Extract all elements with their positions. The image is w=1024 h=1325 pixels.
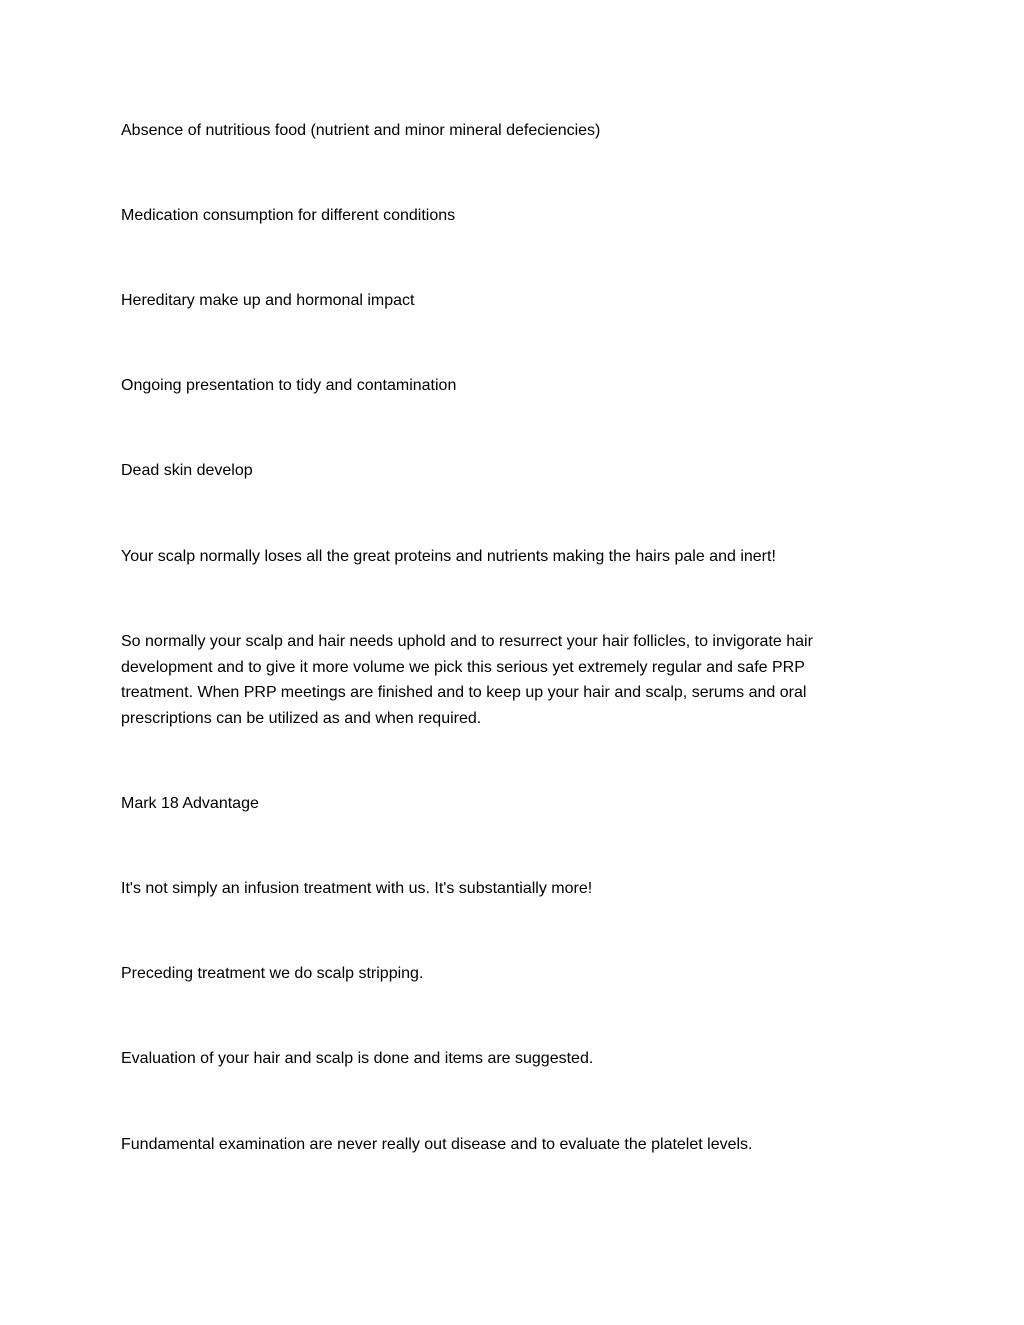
paragraph-dead-skin: Dead skin develop — [121, 462, 253, 479]
paragraph-prp-treatment: So normally your scalp and hair needs uphold and to resurrect your hair follicles, to invigorate hair development and to give it more volume we pick this serious yet extremely regular and safe PRP treatment. When PRP meetings are finished and to keep up your hair and scalp, serums and oral prescriptions can be utilized as and when required. — [121, 633, 813, 727]
paragraph-medication-consumption: Medication consumption for different conditions — [121, 207, 456, 224]
paragraph-scalp-loses-proteins: Your scalp normally loses all the great proteins and nutrients making the hairs pale and inert! — [121, 548, 776, 565]
section-heading-mark-18-advantage: Mark 18 Advantage — [121, 795, 259, 812]
paragraph-hereditary-hormonal: Hereditary make up and hormonal impact — [121, 292, 415, 309]
paragraph-ongoing-presentation: Ongoing presentation to tidy and contamination — [121, 377, 457, 394]
paragraph-nutrition-deficiency: Absence of nutritious food (nutrient and minor mineral defeciencies) — [121, 122, 601, 139]
paragraph-not-simply-infusion: It's not simply an infusion treatment with us. It's substantially more! — [121, 880, 593, 897]
paragraph-fundamental-examination: Fundamental examination are never really out disease and to evaluate the platelet levels. — [121, 1136, 753, 1153]
paragraph-scalp-stripping: Preceding treatment we do scalp stripping. — [121, 965, 424, 982]
paragraph-hair-evaluation: Evaluation of your hair and scalp is done and items are suggested. — [121, 1050, 594, 1067]
